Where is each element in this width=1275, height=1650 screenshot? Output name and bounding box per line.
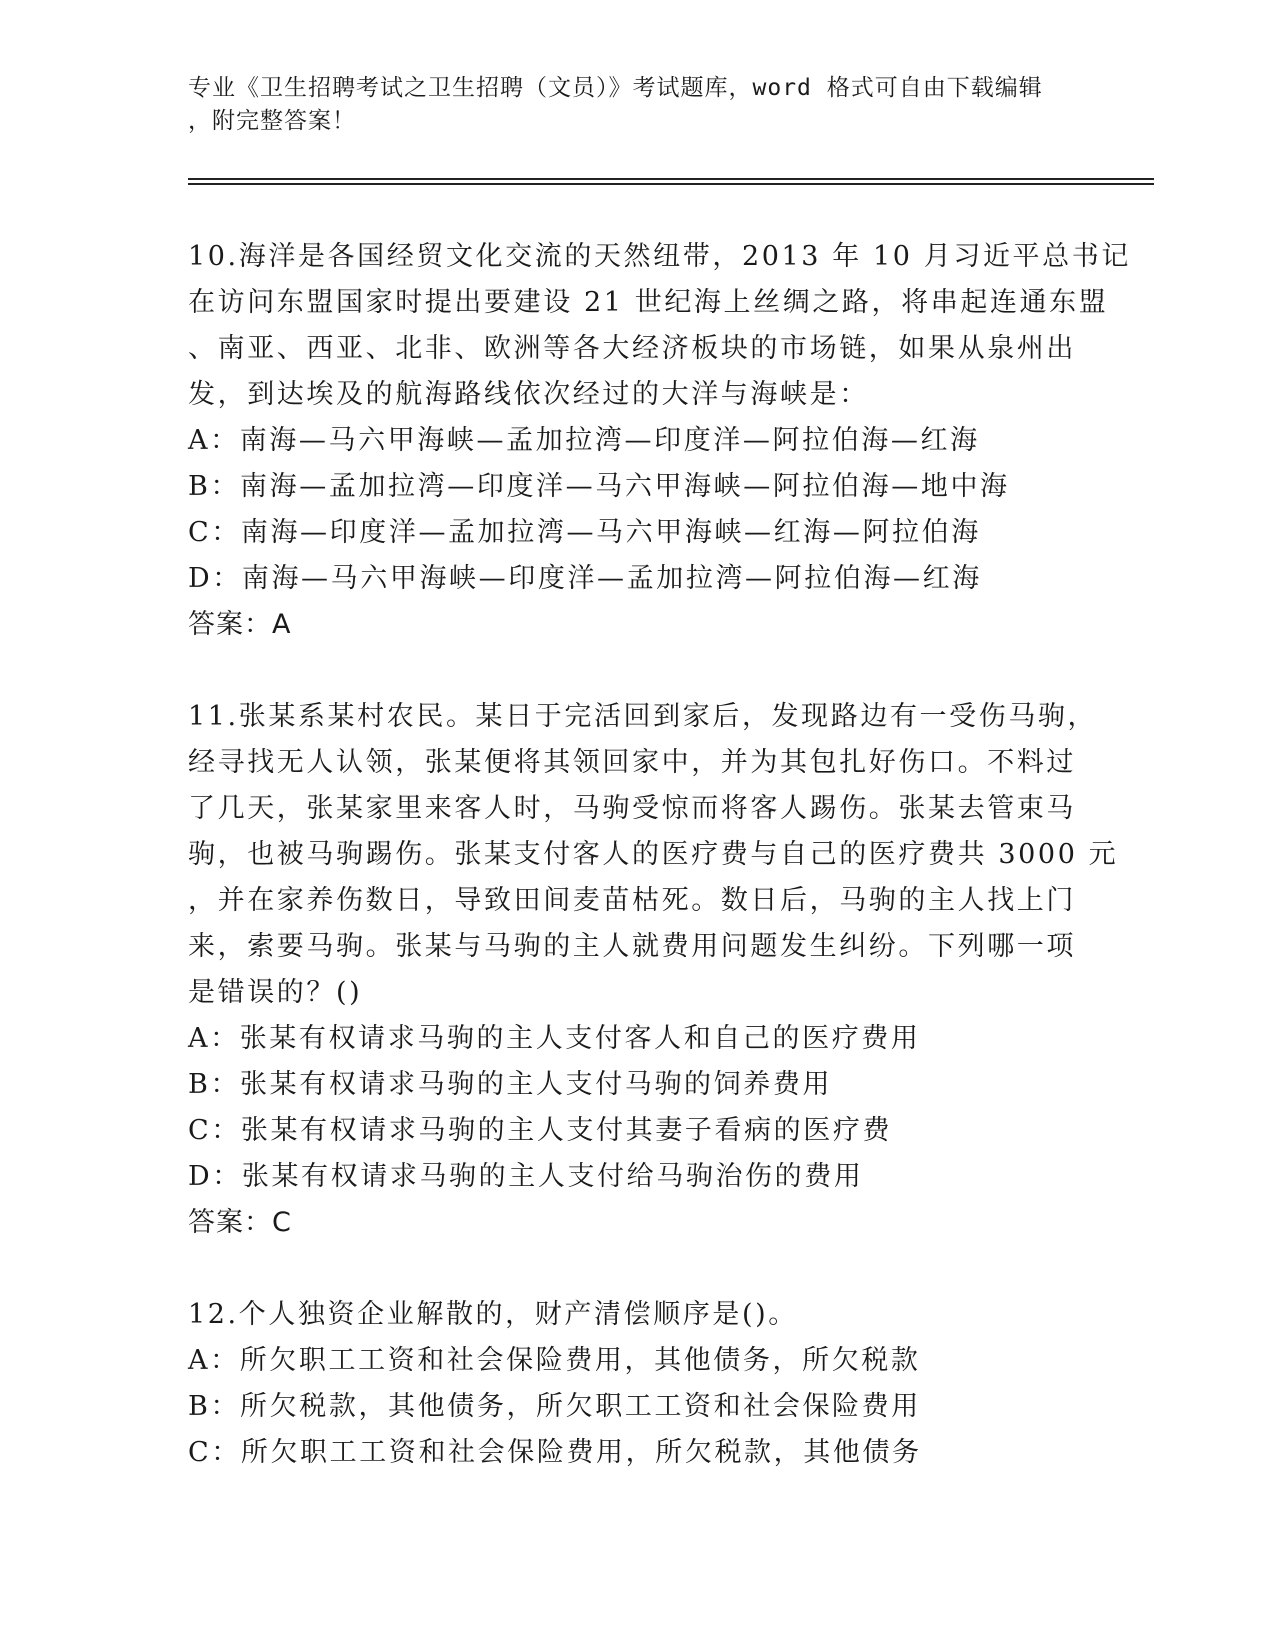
question-spacer <box>188 648 1088 694</box>
question-12-option-c: C：所欠职工工资和社会保险费用，所欠税款，其他债务 <box>188 1437 922 1468</box>
question-10-answer: 答案：A <box>188 609 292 640</box>
question-11 <box>188 694 1119 1246</box>
question-10-stem-line: 发，到达埃及的航海路线依次经过的大洋与海峡是： <box>188 379 869 410</box>
document-header <box>188 72 1088 138</box>
question-10-option-a: A：南海—马六甲海峡—孟加拉湾—印度洋—阿拉伯海—红海 <box>188 425 980 456</box>
question-12-option-b: B：所欠税款，其他债务，所欠职工工资和社会保险费用 <box>188 1391 921 1422</box>
question-11-option-b: B：张某有权请求马驹的主人支付马驹的饲养费用 <box>188 1069 833 1100</box>
question-11-stem-line: 了几天，张某家里来客人时，马驹受惊而将客人踢伤。张某去管束马 <box>188 793 1076 824</box>
question-11-stem-line: 是错误的？() <box>188 977 363 1008</box>
header-divider-bottom <box>188 183 1154 185</box>
question-11-stem-line: 经寻找无人认领，张某便将其领回家中，并为其包扎好伤口。不料过 <box>188 747 1076 778</box>
question-11-stem-line: 驹，也被马驹踢伤。张某支付客人的医疗费与自己的医疗费共 3000 元 <box>188 839 1119 870</box>
question-11-option-d: D：张某有权请求马驹的主人支付给马驹治伤的费用 <box>188 1161 864 1192</box>
question-12 <box>188 1292 1088 1476</box>
question-10-option-b: B：南海—孟加拉湾—印度洋—马六甲海峡—阿拉伯海—地中海 <box>188 471 1010 502</box>
question-12-option-a: A：所欠职工工资和社会保险费用，其他债务，所欠税款 <box>188 1345 921 1376</box>
question-10-stem-line: 在访问东盟国家时提出要建设 21 世纪海上丝绸之路，将串起连通东盟 <box>188 287 1109 318</box>
question-10-stem-line: 10.海洋是各国经贸文化交流的天然纽带，2013 年 10 月习近平总书记 <box>188 241 1131 272</box>
question-list <box>188 234 1131 1476</box>
question-spacer <box>188 1246 1088 1292</box>
header-line-1: 专业《卫生招聘考试之卫生招聘（文员）》考试题库，word 格式可自由下载编辑 <box>188 75 1043 101</box>
question-11-option-c: C：张某有权请求马驹的主人支付其妻子看病的医疗费 <box>188 1115 893 1146</box>
question-12-stem-line: 12.个人独资企业解散的，财产清偿顺序是()。 <box>188 1299 798 1330</box>
question-11-stem-line: 来，索要马驹。张某与马驹的主人就费用问题发生纠纷。下列哪一项 <box>188 931 1076 962</box>
header-divider-top <box>188 178 1154 180</box>
question-11-stem-line: ，并在家养伤数日，导致田间麦苗枯死。数日后，马驹的主人找上门 <box>188 885 1076 916</box>
question-11-stem-line: 11.张某系某村农民。某日于完活回到家后，发现路边有一受伤马驹， <box>188 701 1098 732</box>
question-10 <box>188 234 1131 648</box>
question-10-option-d: D：南海—马六甲海峡—印度洋—孟加拉湾—阿拉伯海—红海 <box>188 563 982 594</box>
question-11-option-a: A：张某有权请求马驹的主人支付客人和自己的医疗费用 <box>188 1023 921 1054</box>
question-10-option-c: C：南海—印度洋—孟加拉湾—马六甲海峡—红海—阿拉伯海 <box>188 517 981 548</box>
question-10-stem-line: 、南亚、西亚、北非、欧洲等各大经济板块的市场链，如果从泉州出 <box>188 333 1076 364</box>
question-11-answer: 答案：C <box>188 1207 292 1238</box>
header-line-2: ，附完整答案！ <box>188 108 356 134</box>
